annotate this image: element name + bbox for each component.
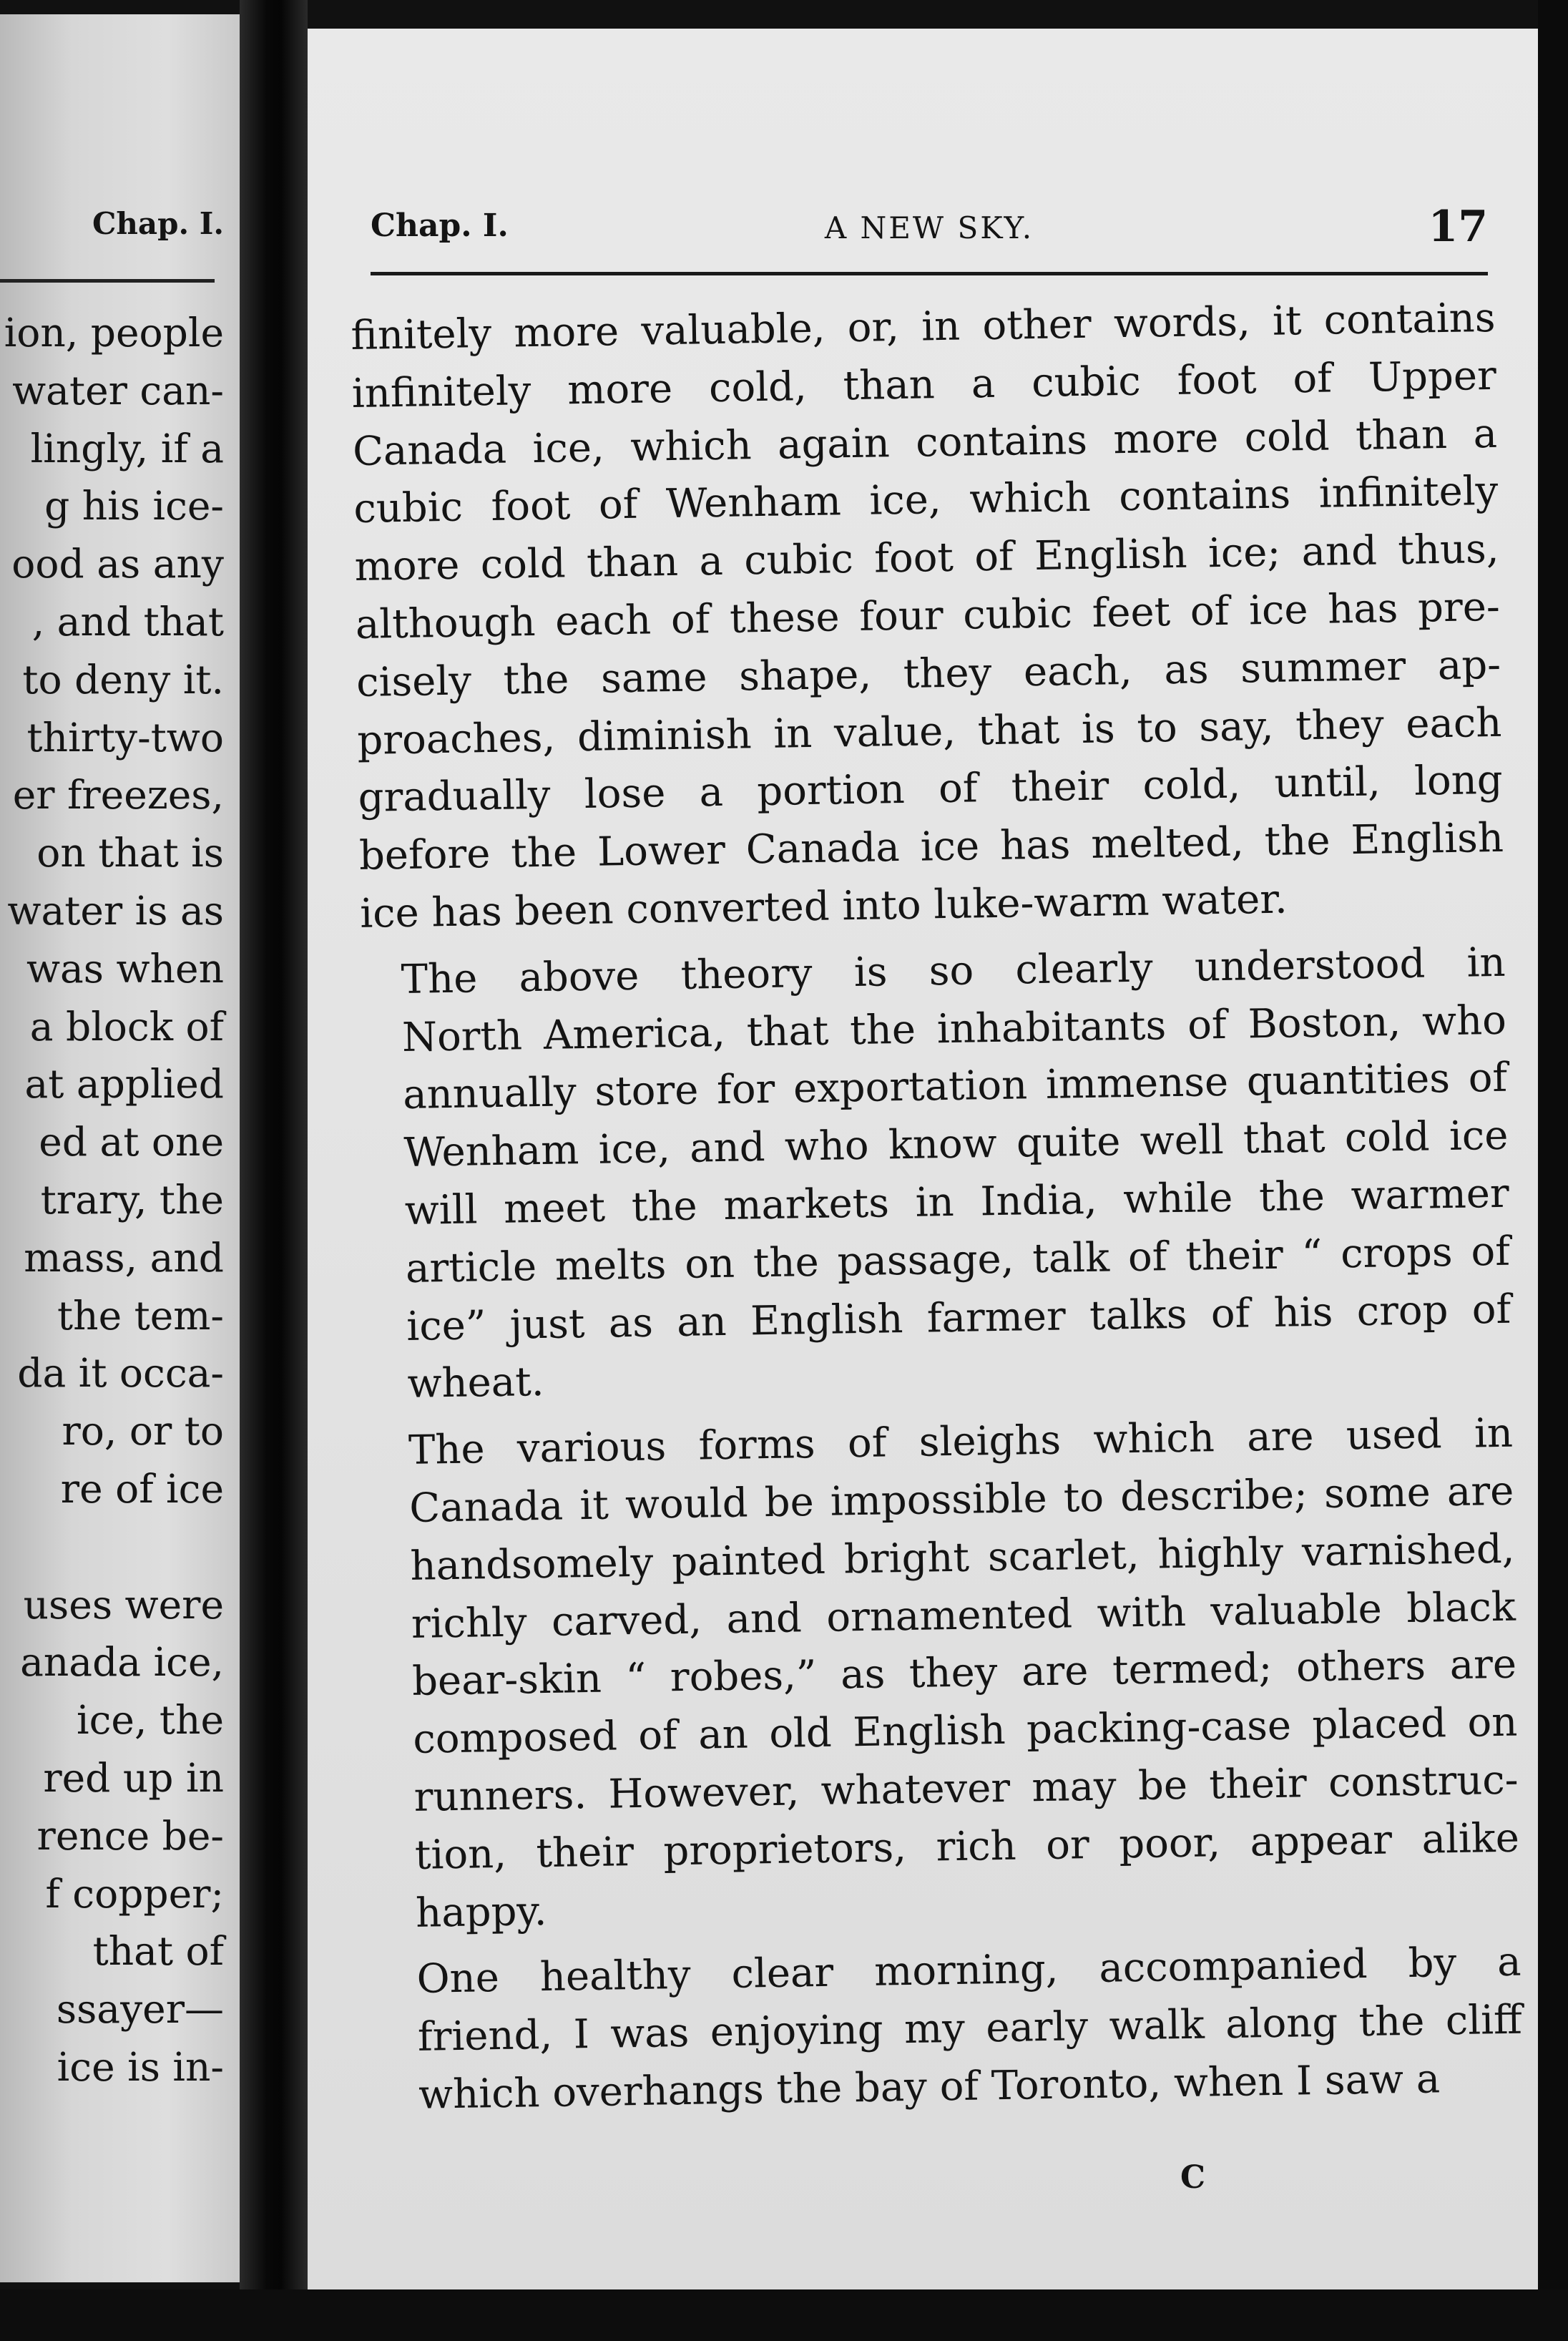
left-page-line: was when xyxy=(26,945,224,992)
text-line: will meet the markets in India, while the warmer xyxy=(404,1170,1510,1234)
left-page-line: the tem- xyxy=(57,1292,224,1339)
text-line: happy. xyxy=(415,1887,547,1937)
left-page-line: ssayer— xyxy=(56,1986,224,2033)
left-page-header: Chap. I. xyxy=(92,206,224,241)
left-page-line: on that is xyxy=(36,830,224,876)
text-line: infinitely more cold, than a cubic foot of Upper xyxy=(351,352,1497,417)
left-page-line xyxy=(4,1518,224,1576)
text-line: more cold than a cubic foot of English ice; and thus, xyxy=(354,526,1500,591)
left-page-line: a block of xyxy=(29,1003,224,1050)
left-page-line: uses were xyxy=(23,1581,224,1628)
text-line: richly carved, and ornamented with valuable black xyxy=(411,1583,1516,1648)
signature-mark: C xyxy=(1180,2159,1206,2196)
body-text xyxy=(351,290,1524,2126)
text-line: article melts on the passage, talk of their “ crops of xyxy=(405,1228,1511,1292)
left-page-line: rence be- xyxy=(36,1812,224,1859)
text-line: The various forms of sleighs which are used in xyxy=(408,1409,1514,1475)
text-line: annually store for exportation immense quantities of xyxy=(402,1055,1508,1119)
left-page-line: water can- xyxy=(12,367,224,414)
right-main-page xyxy=(308,29,1538,2289)
left-page-line: water is as xyxy=(7,887,224,934)
left-page-line: thirty-two xyxy=(26,714,224,761)
text-line: friend, I was enjoying my early walk along the cliff xyxy=(417,1996,1523,2061)
header-rule xyxy=(371,272,1488,275)
left-page-line: that of xyxy=(92,1928,224,1975)
left-page-line: lingly, if a xyxy=(30,425,224,471)
left-page-line: ion, people xyxy=(4,310,224,356)
left-facing-page xyxy=(0,14,240,2282)
left-page-line: ro, or to xyxy=(62,1408,224,1455)
text-line: wheat. xyxy=(407,1359,544,1408)
text-line: Wenham ice, and who know quite well that cold ice xyxy=(403,1112,1509,1177)
chapter-label: Chap. I. xyxy=(371,207,509,244)
text-line: handsomely painted bright scarlet, highly varnished, xyxy=(410,1525,1515,1590)
paragraph xyxy=(376,1934,1524,2125)
text-line: The above theory is so clearly understood in xyxy=(401,939,1506,1003)
right-edge-shadow xyxy=(1538,0,1568,2341)
left-page-line: , and that xyxy=(31,598,224,645)
text-line: cisely the same shape, they each, as summer ap- xyxy=(356,641,1501,706)
text-line: bear-skin “ robes,” as they are termed; others are xyxy=(411,1641,1517,1706)
left-page-line: ice, the xyxy=(77,1697,224,1744)
left-page-line: at applied xyxy=(24,1061,224,1108)
running-head xyxy=(371,202,1488,265)
left-page-line: ice is in- xyxy=(57,2043,224,2090)
book-gutter xyxy=(240,0,308,2341)
left-page-line: ood as any xyxy=(11,541,224,587)
left-page-line: ed at one xyxy=(39,1119,224,1165)
left-page-line: red up in xyxy=(43,1754,224,1801)
left-page-line: trary, the xyxy=(40,1176,224,1223)
text-line: gradually lose a portion of their cold, until, long xyxy=(358,757,1504,822)
left-page-text xyxy=(4,304,224,2096)
paragraph xyxy=(351,290,1505,944)
text-line: before the Lower Canada ice has melted, the English xyxy=(358,814,1504,880)
text-line: runners. However, whatever may be their construc- xyxy=(413,1756,1519,1821)
left-page-line: f copper; xyxy=(45,1870,224,1917)
bottom-edge-shadow xyxy=(0,2289,1568,2341)
text-line: Canada ice, which again contains more cold than a xyxy=(352,410,1498,475)
text-line: Canada it would be impossible to describe; some are xyxy=(408,1467,1514,1532)
text-line: One healthy clear morning, accompanied by a xyxy=(416,1938,1522,2003)
left-page-line: to deny it. xyxy=(22,656,224,703)
text-line: ice” just as an English farmer talks of his crop of xyxy=(406,1286,1511,1350)
text-line: North America, that the inhabitants of Boston, who xyxy=(401,997,1507,1061)
page-number: 17 xyxy=(1428,202,1488,252)
text-line: composed of an old English packing-case placed on xyxy=(412,1699,1518,1763)
left-header-rule xyxy=(0,279,215,283)
text-line: finitely more valuable, or, in other words, it contains xyxy=(351,294,1496,359)
left-page-line: re of ice xyxy=(60,1465,224,1512)
text-line: tion, their proprietors, rich or poor, appear alike xyxy=(414,1814,1520,1879)
left-page-line: g his ice- xyxy=(44,483,224,529)
left-page-line: da it occa- xyxy=(17,1350,224,1397)
page-title: A NEW SKY. xyxy=(824,210,1034,245)
text-line: proaches, diminish in value, that is to say, they each xyxy=(356,699,1502,764)
left-page-line: mass, and xyxy=(24,1234,224,1281)
text-line: although each of these four cubic feet of ice has pre- xyxy=(355,583,1501,648)
left-page-line: er freezes, xyxy=(12,772,224,818)
left-page-line: anada ice, xyxy=(20,1639,224,1686)
text-line: ice has been converted into luke-warm water. xyxy=(359,876,1288,937)
text-line: which overhangs the bay of Toronto, when I saw a xyxy=(418,2056,1441,2118)
paragraph xyxy=(361,934,1512,1414)
text-line: cubic foot of Wenham ice, which contains infinitely xyxy=(353,468,1499,533)
paragraph xyxy=(368,1405,1520,1943)
